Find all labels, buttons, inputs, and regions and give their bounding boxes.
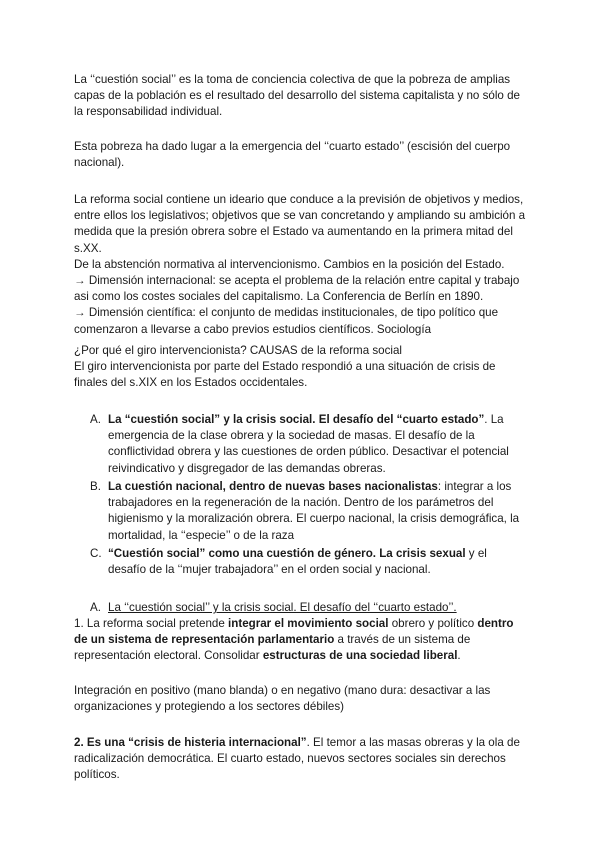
bold-run: integrar el movimiento social (228, 617, 389, 630)
section-heading-text: La ‘‘cuestión social’’ y la crisis social. El desafío del ‘‘cuarto estado’’. (108, 601, 457, 614)
list-item-bold: “Cuestión social” como una cuestión de género. La crisis sexual (108, 547, 466, 560)
list-item-text: y el desafío de la ‘‘mujer trabajadora’’ en el orden social y nacional. (108, 547, 487, 577)
list-item (90, 412, 526, 477)
reforma-social-text: La reforma social contiene un ideario que conduce a la previsión de objetivos y medios, entre ellos los legislativos; objetivos que se van concretando y ampliando su ambición a medida que la presión obrera sobre el Estado va aumentando en la primera mitad del s.XX. (74, 193, 526, 255)
abstencion-text: De la abstención normativa al intervencionismo. Cambios en la posición del Estado. (74, 257, 505, 271)
paragraph-histeria (74, 735, 526, 784)
paragraph-cuestion-social: La ‘‘cuestión social’’ es la toma de conciencia colectiva de que la pobreza de amplias capas de la población es el resultado del desarrollo del sistema capitalista y no sólo de la responsabilidad individual. (74, 73, 520, 119)
list-marker: B. (90, 480, 101, 493)
list-marker: C. (90, 547, 102, 560)
section-heading-marker: A. (90, 601, 101, 614)
text-run: a través de un sistema de representación electoral. Consolidar (74, 633, 471, 663)
paragraph-integracion: Integración en positivo (mano blanda) o en negativo (mano dura: desactivar a las organizaciones y protegiendo a los sectores débiles) (74, 684, 491, 714)
causas-question: ¿Por qué el giro intervencionista? CAUSAS de la reforma social (74, 344, 402, 357)
list-item (90, 479, 526, 544)
section-heading (90, 600, 526, 616)
paragraph-reforma-social (74, 192, 526, 338)
list-item-text: : integrar a los trabajadores en la regeneración de la nación. Dentro de los parámetros del higienismo y la moralización obrera. El cuerpo nacional, la crisis demográfica, la mortalidad, la ‘‘especie’’ o de la raza (108, 480, 520, 542)
dimension-internacional-text: → Dimensión internacional: se acepta el problema de la relación entre capital y trabajo asi como los costes sociales del capitalismo. La Conferencia de Berlín en 1890. (74, 274, 520, 304)
bold-run: dentro de un sistema de representación parlamentario (74, 617, 514, 647)
giro-intervencionista-text: El giro intervencionista por parte del Estado respondió a una situación de crisis de finales del s.XIX en los Estados occidentales. (74, 360, 496, 390)
list-marker: A. (90, 413, 101, 426)
text-run: . (457, 649, 461, 663)
list-item-bold: La “cuestión social” y la crisis social. El desafío del “cuarto estado” (108, 413, 485, 426)
list-item (90, 546, 526, 578)
bold-run: estructuras de una sociedad liberal (262, 649, 458, 663)
list-item-text: . La emergencia de la clase obrera y la sociedad de masas. El desafío de la conflictividad obrera y las cuestiones de orden público. Desactivar el potencial reivindicativo y disgregador de las demandas obreras. (108, 413, 509, 475)
paragraph-integrar (74, 616, 526, 665)
dimension-cientifica-text: → Dimensión científica: el conjunto de medidas institucionales, de tipo político que comenzaron a llevarse a cabo previos estudios científicos. Sociología (74, 306, 499, 336)
paragraph-cuarto-estado: Esta pobreza ha dado lugar a la emergencia del ‘‘cuarto estado’’ (escisión del cuerpo nacional). (74, 140, 511, 170)
text-run: 1. La reforma social pretende (74, 617, 229, 630)
bold-run: 2. Es una “crisis de histeria internacional” (74, 736, 307, 749)
text-run: . El temor a las masas obreras y la ola de radicalización democrática. El cuarto estado, nuevos sectores sociales sin derechos políticos. (74, 736, 520, 782)
text-run: obrero y político (388, 617, 478, 630)
paragraph-causas (74, 343, 526, 392)
list-item-bold: La cuestión nacional, dentro de nuevas bases nacionalistas (108, 480, 438, 493)
